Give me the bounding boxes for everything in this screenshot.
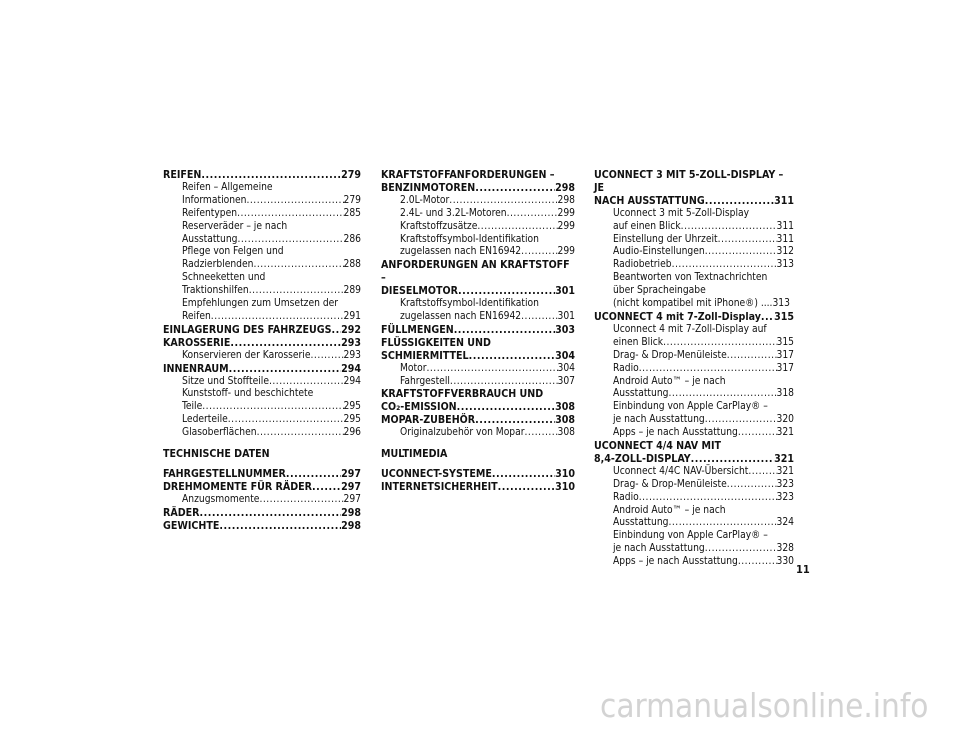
dot-leader	[199, 507, 341, 520]
toc-page-number: 293	[343, 349, 361, 361]
toc-subentry[interactable]	[594, 492, 794, 505]
toc-entry-title: BENZINMOTOREN	[381, 181, 476, 194]
dot-leader	[312, 481, 341, 494]
toc-entry-title: Ausstattung	[182, 233, 238, 245]
toc-page-number: 286	[343, 233, 361, 245]
toc-subentry[interactable]	[594, 427, 794, 440]
toc-subentry[interactable]	[381, 427, 575, 440]
toc-entry-title: Sitze und Stoffteile	[182, 375, 269, 387]
toc-entry-line[interactable]: Android Auto™ – je nach	[613, 504, 726, 516]
toc-page-number: 301	[555, 285, 575, 298]
toc-heading-entry[interactable]	[594, 311, 794, 324]
toc-page-number: 330	[776, 556, 794, 568]
toc-subentry[interactable]	[381, 208, 575, 221]
dot-leader	[727, 350, 777, 363]
toc-subentry[interactable]	[163, 427, 361, 440]
toc-entry-title: Kraftstoffzusätze	[400, 220, 478, 232]
toc-heading-entry[interactable]	[163, 468, 361, 481]
toc-page-number: 323	[776, 478, 794, 490]
toc-page-number: 311	[776, 233, 794, 245]
toc-entry-title: Informationen	[182, 194, 247, 206]
dot-leader	[705, 246, 777, 259]
toc-page-number: 295	[343, 414, 361, 426]
toc-entry-title: Drag- & Drop-Menüleiste	[613, 478, 727, 490]
toc-page-number: 297	[343, 493, 361, 505]
toc-page-number: 328	[776, 543, 794, 555]
toc-subentry[interactable]	[594, 234, 794, 247]
dot-leader	[705, 414, 777, 427]
toc-heading-line[interactable]: UCONNECT 4/4 NAV MIT	[594, 440, 722, 453]
toc-subentry[interactable]	[381, 376, 575, 389]
toc-page-number: 298	[341, 506, 361, 519]
toc-page-number: 298	[555, 181, 575, 194]
toc-subentry[interactable]	[381, 363, 575, 376]
dot-leader	[219, 520, 341, 533]
dot-leader	[426, 363, 557, 376]
toc-page-number: 296	[343, 427, 361, 439]
toc-subentry[interactable]	[163, 401, 361, 414]
toc-subentry[interactable]	[594, 414, 794, 427]
toc-entry-title: Traktionshilfen	[182, 285, 249, 297]
dot-leader	[681, 221, 777, 234]
toc-entry-line[interactable]: Reifen – Allgemeine	[182, 181, 273, 193]
toc-subentry[interactable]	[381, 311, 575, 324]
toc-heading-entry[interactable]	[163, 481, 361, 494]
toc-heading-entry[interactable]	[163, 324, 361, 337]
toc-entry-title: Radzierblenden	[182, 259, 254, 271]
toc-entry-line[interactable]: Uconnect 3 mit 5-Zoll-Display	[613, 207, 750, 219]
dot-leader	[257, 427, 344, 440]
toc-page-number: 299	[557, 220, 575, 232]
toc-heading-entry[interactable]	[381, 468, 575, 481]
dot-leader	[672, 259, 777, 272]
dot-leader	[718, 234, 777, 247]
toc-heading-entry[interactable]	[381, 285, 575, 298]
toc-page-number: 299	[557, 246, 575, 258]
toc-subentry[interactable]	[594, 246, 794, 259]
watermark-text: carmanualsonline.info	[600, 686, 929, 725]
toc-entry-title: Apps – je nach Ausstattung	[613, 556, 738, 568]
toc-page-number: 313	[776, 259, 794, 271]
toc-page-number: 301	[557, 310, 575, 322]
toc-page-number: 317	[776, 362, 794, 374]
dot-leader	[230, 337, 341, 350]
toc-entry-line[interactable]: Schneeketten und	[182, 272, 266, 284]
toc-entry-line[interactable]: Empfehlungen zum Umsetzen der	[182, 298, 339, 310]
toc-entry-line[interactable]: Uconnect 4 mit 7-Zoll-Display auf	[613, 323, 767, 335]
toc-entry-title: Radio	[613, 362, 639, 374]
toc-entry-title: INTERNETSICHERHEIT	[381, 480, 498, 493]
toc-subentry[interactable]	[163, 311, 361, 324]
dot-leader	[450, 376, 558, 389]
toc-page-number: 311	[776, 220, 794, 232]
toc-heading-entry[interactable]	[381, 350, 575, 363]
toc-heading-entry[interactable]	[594, 195, 794, 208]
toc-heading-line[interactable]: KRAFTSTOFFANFORDERUNGEN –	[381, 169, 555, 181]
dot-leader	[705, 543, 777, 556]
toc-subentry[interactable]	[594, 556, 794, 569]
toc-subentry[interactable]	[163, 350, 361, 363]
dot-leader	[477, 221, 557, 234]
toc-subentry[interactable]	[594, 543, 794, 556]
dot-leader	[201, 169, 341, 182]
toc-entry-title: Ausstattung	[613, 388, 669, 400]
dot-leader	[202, 401, 343, 414]
toc-heading-line[interactable]: ANFORDERUNGEN AN KRAFTSTOFF –	[381, 259, 570, 285]
toc-subentry[interactable]	[163, 376, 361, 389]
toc-heading-line[interactable]: FLÜSSIGKEITEN UND	[381, 336, 491, 349]
dot-leader	[521, 311, 557, 324]
toc-entry-title: FÜLLMENGEN	[381, 323, 454, 336]
toc-entry-title: Apps – je nach Ausstattung	[613, 427, 738, 439]
toc-subentry[interactable]	[163, 259, 361, 272]
dot-leader	[475, 414, 555, 427]
toc-entry-title: Originalzubehör von Mopar	[400, 427, 525, 439]
toc-heading-entry[interactable]	[594, 453, 794, 466]
toc-page-number: 323	[776, 491, 794, 503]
dot-leader	[748, 466, 776, 479]
toc-entry-title: UCONNECT 4 mit 7-Zoll-Display	[594, 310, 761, 323]
toc-page-number: 308	[555, 414, 575, 427]
toc-page-number: 297	[341, 480, 361, 493]
toc-entry-title: Radiobetrieb	[613, 259, 672, 271]
toc-entry-title: Konservieren der Karosserie	[182, 349, 311, 361]
toc-entry-title: 2.0L-Motor	[400, 194, 450, 206]
toc-entry-title: Drag- & Drop-Menüleiste	[613, 349, 727, 361]
toc-column-2	[381, 169, 575, 494]
toc-entry-line[interactable]: Einbindung von Apple CarPlay® –	[613, 401, 768, 413]
dot-leader	[269, 376, 344, 389]
toc-page-number: 311	[774, 194, 794, 207]
toc-entry-title: Fahrgestell	[400, 375, 450, 387]
toc-entry-title: Reifentypen	[182, 207, 238, 219]
toc-entry-title: auf einen Blick	[613, 220, 681, 232]
toc-entry-line[interactable]: Pflege von Felgen und	[182, 246, 284, 258]
toc-heading-entry[interactable]	[381, 414, 575, 427]
dot-leader	[457, 401, 555, 414]
dot-leader	[498, 481, 555, 494]
toc-entry-title: Audio-Einstellungen	[613, 246, 705, 258]
toc-page-number: 294	[341, 362, 361, 375]
toc-heading-line[interactable]: UCONNECT 3 MIT 5-ZOLL-DISPLAY – JE	[594, 169, 784, 194]
toc-page-number: 297	[341, 467, 361, 480]
toc-page-number: 288	[343, 259, 361, 271]
toc-entry-title: FAHRGESTELLNUMMER	[163, 467, 286, 480]
toc-page-number: 321	[776, 465, 794, 477]
toc-heading-entry[interactable]	[381, 481, 575, 494]
dot-leader	[286, 468, 341, 481]
toc-entry-title: NACH AUSSTATTUNG	[594, 194, 705, 207]
toc-page-number: 298	[341, 519, 361, 532]
toc-entry-title: MOPAR-ZUBEHÖR	[381, 414, 476, 427]
toc-subentry[interactable]	[594, 479, 794, 492]
toc-subentry[interactable]	[381, 246, 575, 259]
toc-heading-entry[interactable]	[163, 337, 361, 350]
dot-leader	[492, 468, 555, 481]
toc-heading-entry[interactable]	[163, 520, 361, 533]
toc-entry-title: Lederteile	[182, 414, 228, 426]
toc-heading-entry[interactable]	[381, 401, 575, 414]
toc-entry-title: Uconnect 4/4C NAV-Übersicht	[613, 465, 749, 477]
toc-heading-entry[interactable]	[381, 182, 575, 195]
dot-leader	[237, 208, 343, 221]
dot-leader	[246, 195, 343, 208]
toc-subentry[interactable]	[594, 337, 794, 350]
toc-subentry[interactable]	[163, 414, 361, 427]
toc-entry-title: Ausstattung	[613, 517, 669, 529]
toc-subentry[interactable]	[594, 221, 794, 234]
toc-entry-title: INNENRAUM	[163, 362, 229, 375]
toc-entry-line[interactable]: Beantworten von Textnachrichten	[613, 272, 768, 284]
section-title: MULTIMEDIA	[381, 448, 448, 461]
toc-entry-title: 8,4-ZOLL-DISPLAY	[594, 452, 691, 465]
toc-subentry[interactable]	[163, 285, 361, 298]
toc-subentry[interactable]	[163, 195, 361, 208]
toc-entry-title: UCONNECT-SYSTEME	[381, 467, 492, 480]
toc-column-1	[163, 169, 361, 532]
toc-subentry[interactable]	[594, 517, 794, 530]
toc-page-number: 289	[343, 285, 361, 297]
toc-page-number: 310	[555, 480, 575, 493]
toc-page-number: 291	[343, 310, 361, 322]
dot-leader	[331, 324, 341, 337]
toc-page-number: 292	[341, 323, 361, 336]
dot-leader	[229, 363, 341, 376]
toc-entry-title: EINLAGERUNG DES FAHRZEUGS	[163, 323, 332, 336]
toc-entry-title: KAROSSERIE	[163, 336, 231, 349]
toc-page-number: 279	[341, 169, 361, 181]
toc-entry-line[interactable]: Reserveräder – je nach	[182, 220, 288, 232]
dot-leader	[449, 195, 557, 208]
toc-page-number: 293	[341, 336, 361, 349]
dot-leader	[253, 259, 343, 272]
dot-leader	[668, 517, 776, 530]
toc-subentry[interactable]	[594, 388, 794, 401]
dot-leader	[507, 208, 558, 221]
dot-leader	[727, 479, 777, 492]
dot-leader	[761, 311, 774, 324]
toc-entry-line[interactable]: Kraftstoffsymbol-Identifikation	[400, 233, 539, 245]
toc-page-number: 294	[343, 375, 361, 387]
toc-page-number: 321	[774, 452, 794, 465]
dot-leader	[668, 388, 776, 401]
toc-page-number: 321	[776, 427, 794, 439]
toc-entry-title: je nach Ausstattung	[613, 414, 705, 426]
toc-entry-line[interactable]: Einbindung von Apple CarPlay® –	[613, 530, 768, 542]
toc-entry-title: je nach Ausstattung	[613, 543, 705, 555]
toc-subentry[interactable]	[381, 195, 575, 208]
toc-page-number: 304	[555, 349, 575, 362]
toc-entry-title: CO₂-EMISSION	[381, 401, 457, 414]
dot-leader	[311, 350, 344, 363]
toc-page-number: 307	[557, 375, 575, 387]
toc-subentry[interactable]	[594, 350, 794, 363]
dot-leader	[458, 285, 555, 298]
toc-page-number: 298	[557, 194, 575, 206]
toc-entry-title: RÄDER	[163, 506, 200, 519]
toc-subentry[interactable]	[594, 466, 794, 479]
toc-entry-title: Teile	[182, 401, 203, 413]
page-number: 11	[796, 563, 810, 576]
dot-leader	[521, 246, 557, 259]
toc-subentry[interactable]	[163, 234, 361, 247]
toc-entry-title: Reifen	[182, 310, 211, 322]
toc-page-number: 295	[343, 401, 361, 413]
toc-page-number: 310	[555, 467, 575, 480]
toc-page-number: 315	[776, 336, 794, 348]
dot-leader	[237, 234, 343, 247]
dot-leader	[525, 427, 558, 440]
dot-leader	[738, 427, 777, 440]
toc-page-number: 299	[557, 207, 575, 219]
toc-column-3	[594, 169, 794, 569]
toc-subentry[interactable]	[163, 208, 361, 221]
toc-heading-line[interactable]: KRAFTSTOFFVERBRAUCH UND	[381, 388, 544, 401]
toc-page-number: 324	[776, 517, 794, 529]
toc-subentry[interactable]	[594, 363, 794, 376]
toc-page-number: 279	[343, 194, 361, 206]
dot-leader	[211, 311, 344, 324]
dot-leader	[705, 195, 774, 208]
dot-leader	[475, 182, 555, 195]
toc-entry-title: Einstellung der Uhrzeit	[613, 233, 718, 245]
dot-leader	[228, 414, 344, 427]
toc-entry-title: zugelassen nach EN16942	[400, 246, 522, 258]
toc-entry-title: zugelassen nach EN16942	[400, 310, 522, 322]
toc-entry-title: Radio	[613, 491, 639, 503]
dot-leader	[639, 492, 777, 505]
toc-entry-line[interactable]: (nicht kompatibel mit iPhone®) ....313	[613, 298, 790, 310]
toc-heading-entry[interactable]	[163, 169, 361, 182]
dot-leader	[691, 453, 774, 466]
dot-leader	[469, 350, 556, 363]
toc-page-number: 303	[555, 323, 575, 336]
dot-leader	[663, 337, 776, 350]
toc-entry-line[interactable]: Android Auto™ – je nach	[613, 375, 726, 387]
dot-leader	[639, 363, 777, 376]
toc-page-number: 308	[555, 401, 575, 414]
toc-entry-title: REIFEN	[163, 169, 202, 181]
toc-page-number: 318	[776, 388, 794, 400]
toc-page-number: 320	[776, 414, 794, 426]
dot-leader	[249, 285, 344, 298]
toc-entry-line[interactable]: Kraftstoffsymbol-Identifikation	[400, 298, 539, 310]
section-title: TECHNISCHE DATEN	[163, 448, 270, 461]
toc-subentry[interactable]	[163, 494, 361, 507]
toc-heading-entry[interactable]	[381, 324, 575, 337]
toc-entry-title: 2.4L- und 3.2L-Motoren	[400, 207, 507, 219]
toc-page-number: 304	[557, 362, 575, 374]
toc-page-number: 285	[343, 207, 361, 219]
toc-subentry[interactable]	[594, 259, 794, 272]
toc-heading-entry[interactable]	[163, 507, 361, 520]
toc-entry-line[interactable]: über Spracheingabe	[613, 285, 706, 297]
dot-leader	[259, 494, 343, 507]
toc-entry-title: Motor	[400, 362, 427, 374]
toc-page-number: 317	[776, 349, 794, 361]
dot-leader	[454, 324, 555, 337]
toc-page-number: 308	[557, 427, 575, 439]
toc-subentry[interactable]	[381, 221, 575, 234]
toc-page-number: 312	[776, 246, 794, 258]
toc-heading-entry[interactable]	[163, 363, 361, 376]
toc-entry-line[interactable]: Kunststoff- und beschichtete	[182, 388, 314, 400]
toc-entry-title: SCHMIERMITTEL	[381, 349, 469, 362]
toc-entry-title: DREHMOMENTE FÜR RÄDER	[163, 480, 313, 493]
toc-entry-title: einen Blick	[613, 336, 664, 348]
dot-leader	[738, 556, 777, 569]
toc-page-number: 315	[774, 310, 794, 323]
toc-entry-title: Glasoberflächen	[182, 427, 257, 439]
toc-entry-title: DIESELMOTOR	[381, 285, 458, 298]
toc-entry-title: GEWICHTE	[163, 519, 220, 532]
toc-entry-title: Anzugsmomente	[182, 493, 260, 505]
